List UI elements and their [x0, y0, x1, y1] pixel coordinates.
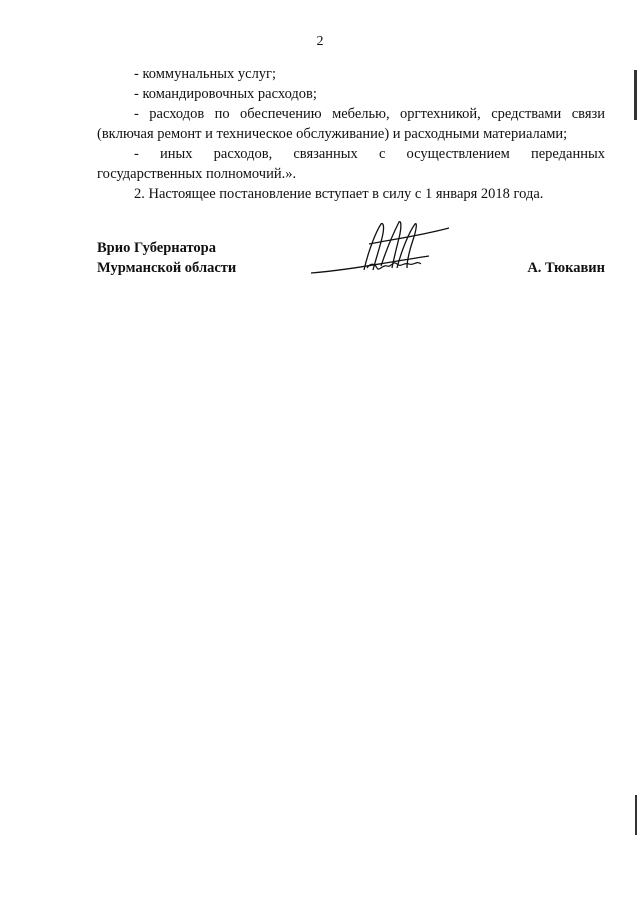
signatory-title-line2: Мурманской области — [97, 260, 237, 276]
signature-block — [97, 238, 605, 298]
document-body — [97, 64, 605, 204]
list-item: - командировочных расходов; — [134, 86, 317, 102]
signatory-name: А. Тюкавин — [527, 260, 605, 276]
list-item: - иных расходов, связанных с осуществлением переданных государственных полномочий.». — [97, 146, 605, 182]
effective-date-paragraph: 2. Настоящее постановление вступает в силу с 1 января 2018 года. — [134, 186, 544, 202]
signatory-title-line1: Врио Губернатора — [97, 240, 216, 256]
signatory-title — [97, 238, 236, 278]
scan-edge-mark — [635, 795, 637, 835]
page-number: 2 — [316, 34, 324, 49]
list-item: - коммунальных услуг; — [134, 66, 277, 82]
signature-icon — [309, 218, 459, 288]
list-item: - расходов по обеспечению мебелью, оргтехникой, средствами связи (включая ремонт и техническое обслуживание) и расходными материалами; — [97, 106, 605, 142]
scan-edge-mark — [634, 70, 637, 120]
